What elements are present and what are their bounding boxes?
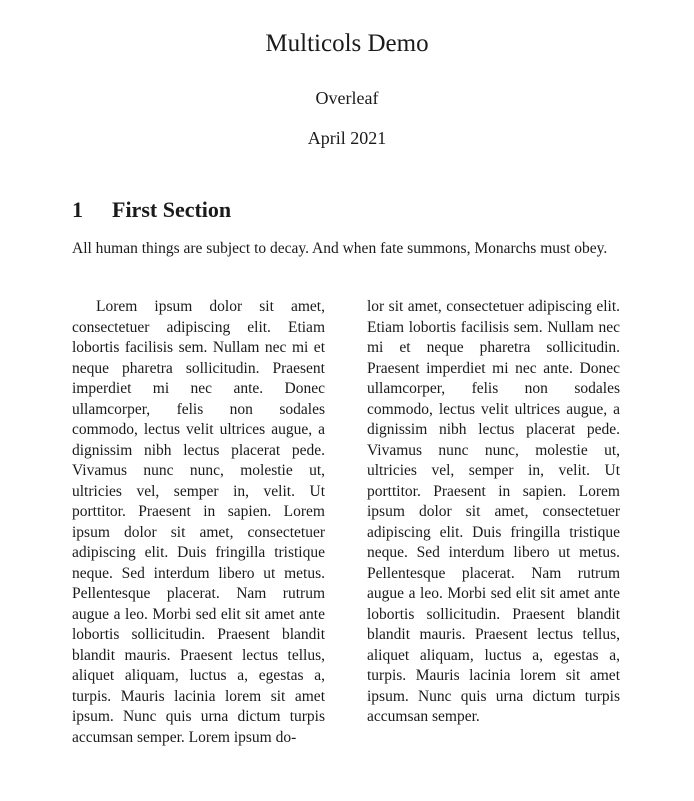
document-author: Overleaf xyxy=(315,88,379,108)
document-title: Multicols Demo xyxy=(265,30,429,57)
section-title: First Section xyxy=(112,197,232,222)
document-date: April 2021 xyxy=(307,128,387,148)
right-column-text: lor sit amet, consectetuer adipiscing elit. Etiam lobortis facilisis sem. Nullam nec mi et neque pharetra sollicitudin. Praesent imperdiet mi nec ante. Donec ullamcorper, felis non sodales commodo, lectus velit ultrices augue, a dignissim nibh lectus placerat pede. Vivamus nunc nunc, molestie ut, ultricies vel, semper in, velit. Ut porttitor. Praesent in sapien. Lorem ipsum dolor sit amet, consectetuer adipiscing elit. Duis fringilla tristique neque. Sed interdum libero ut metus. Pellentesque placerat. Nam rutrum augue a leo. Morbi sed elit sit amet ante lobortis sollicitudin. Praesent blandit blandit mauris. Praesent lectus tellus, aliquet aliquam, luctus a, egestas a, turpis. Mauris lacinia lorem sit amet ipsum. Nunc quis urna dictum turpis accumsan semper. xyxy=(367,298,620,725)
section-number: 1 xyxy=(72,197,83,222)
right-column xyxy=(367,297,620,767)
section-heading xyxy=(72,196,231,224)
left-column-text: Lorem ipsum dolor sit amet, consectetuer adipiscing elit. Etiam lobortis facilisis sem. Nullam nec mi et neque pharetra sollicitudin. Praesent imperdiet mi nec ante. Donec ullamcorper, felis non sodales commodo, lectus velit ultrices augue, a dignissim nibh lectus placerat pede. Vivamus nunc nunc, molestie ut, ultricies vel, semper in, velit. Ut porttitor. Praesent in sapien. Lorem ipsum dolor sit amet, consectetuer adipiscing elit. Duis fringilla tristique neque. Sed interdum libero ut metus. Pellentesque placerat. Nam rutrum augue a leo. Morbi sed elit sit amet ante lobortis sollicitudin. Praesent blandit blandit mauris. Praesent lectus tellus, aliquet aliquam, luctus a, egestas a, turpis. Mauris lacinia lorem sit amet ipsum. Nunc quis urna dictum turpis accumsan semper. Lorem ipsum do- xyxy=(72,298,325,746)
left-column xyxy=(72,297,325,787)
section-intro: All human things are subject to decay. And when fate summons, Monarchs must obey. xyxy=(72,240,608,257)
